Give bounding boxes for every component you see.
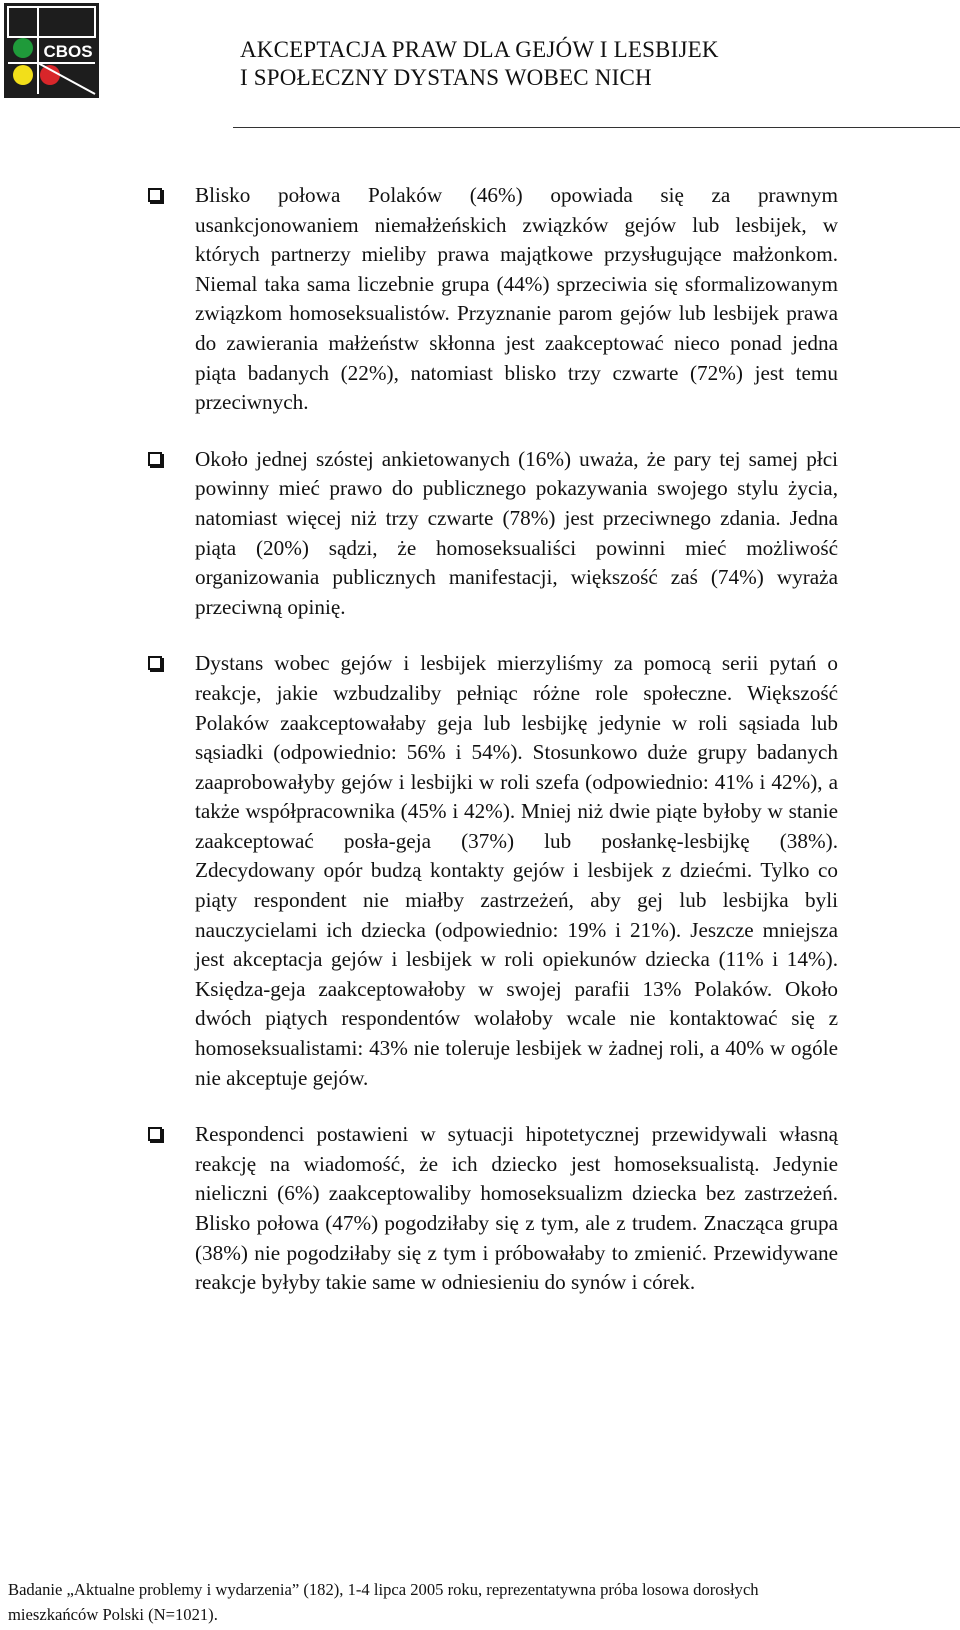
summary-bullet [148, 181, 838, 418]
bullet-text: Respondenci postawieni w sytuacji hipotetycznej przewidywali własną reakcję na wiadomość, że ich dziecko jest homoseksualistą. Jedynie nieliczni (6%) zaakceptowaliby homoseksualizm dziecka bez zastrzeżeń. Blisko połowa (47%) pogodziłaby się z tym, ale z trudem. Znacząca grupa (38%) nie pogodziłaby się z tym i próbowałaby to zmienić. Przewidywane reakcje byłyby takie same w odniesieniu do synów i córek. [195, 1122, 838, 1295]
bullet-text: Dystans wobec gejów i lesbijek mierzyliśmy za pomocą serii pytań o reakcje, jakie wzbudzaliby pełniąc różne role społeczne. Większość Polaków zaakceptowałaby geja lub lesbijkę jedynie w roli sąsiada lub sąsiadki (odpowiednio: 56% i 54%). Stosunkowo duże grupy badanych zaaprobowałyby gejów i lesbijki w roli szefa (odpowiednio: 41% i 42%), a także współpracownika (45% i 42%). Mniej niż dwie piąte byłoby w stanie zaakceptować posła-geja (37%) lub posłankę-lesbijkę (38%). Zdecydowany opór budzą kontakty gejów i lesbijek z dziećmi. Tylko co piąty respondent nie miałby zastrzeżeń, aby gej lub lesbijka byli nauczycielami ich dziecka (odpowiednio: 19% i 21%). Jeszcze mniejsza jest akceptacja gejów i lesbijek w roli opiekunów dziecka (11% i 14%). Księdza-geja zaakceptowałoby w swojej parafii 13% Polaków. Około dwóch piątych respondentów wolałoby wcale nie kontaktować się z homoseksualistami: 43% nie toleruje lesbijek w żadnej roli, a 40% w ogóle nie akceptuje gejów. [195, 651, 838, 1090]
checkbox-square-icon [148, 656, 162, 670]
checkbox-square-icon [148, 188, 162, 202]
summary-bullet-list [148, 181, 838, 1325]
bullet-text: Około jednej szóstej ankietowanych (16%) uważa, że pary tej samej płci powinny mieć prawo do publicznego pokazywania swojego stylu życia, natomiast więcej niż trzy czwarte (78%) jest przeciwnego zdania. Jedna piąta (20%) sądzi, że homoseksualiści powinni mieć możliwość organizowania publicznych manifestacji, większość zaś (74%) wyraża przeciwną opinię. [195, 446, 838, 619]
checkbox-square-icon [148, 452, 162, 466]
logo-yellow-dot [13, 65, 33, 85]
logo-green-dot [13, 38, 33, 58]
summary-bullet [148, 1120, 838, 1298]
summary-bullet [148, 649, 838, 1093]
logo-text: CBOS [43, 42, 93, 61]
footnote-line-1: Badanie „Aktualne problemy i wydarzenia” (182), 1-4 lipca 2005 roku, reprezentatywna próba losowa dorosłych [8, 1580, 759, 1599]
checkbox-square-icon [148, 1127, 162, 1141]
bullet-text: Blisko połowa Polaków (46%) opowiada się za prawnym usankcjonowaniem niemałżeńskich związków gejów lub lesbijek, w których partnerzy mieliby prawa majątkowe przysługujące małżonkom. Niemal taka sama liczebnie grupa (44%) sprzeciwia się sformalizowanym związkom homoseksualistów. Przyznanie parom gejów lub lesbijek prawa do zawierania małżeństw skłonna jest zaakceptować nieco ponad jedna piąta badanych (22%), natomiast blisko trzy czwarte (72%) jest temu przeciwnych. [195, 183, 838, 415]
logo-red-dot [40, 65, 60, 85]
summary-bullet [148, 445, 838, 623]
footnote-line-2: mieszkańców Polski (N=1021). [8, 1604, 218, 1624]
title-line-2: I SPOŁECZNY DYSTANS WOBEC NICH [240, 65, 652, 90]
header-divider [233, 127, 960, 128]
document-title [240, 36, 760, 92]
cbos-logo [4, 3, 99, 98]
footnote [8, 1578, 958, 1627]
title-line-1: AKCEPTACJA PRAW DLA GEJÓW I LESBIJEK [240, 37, 719, 62]
